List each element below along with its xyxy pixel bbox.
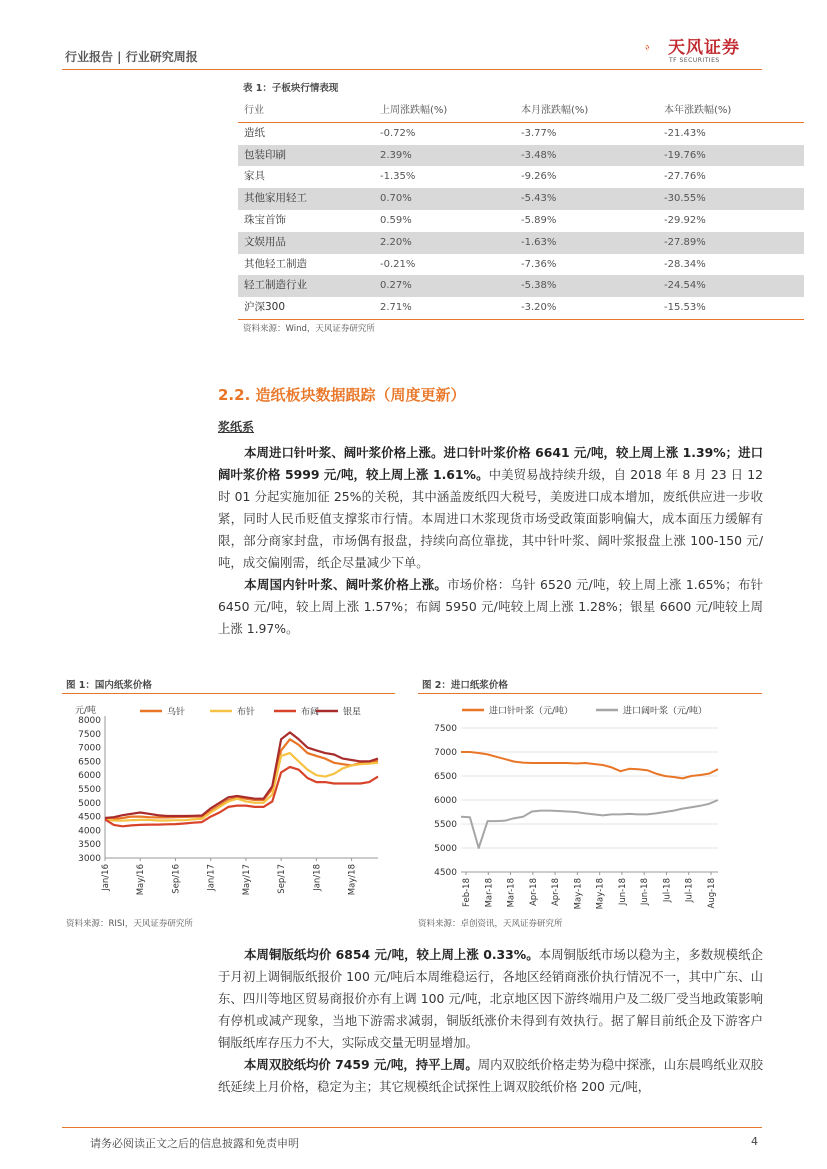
x-tick-label: Apr-18 <box>528 878 539 907</box>
y-tick-label: 4000 <box>78 826 101 837</box>
y-tick-label: 6500 <box>434 772 457 782</box>
paragraph-domestic-pulp <box>218 574 763 640</box>
y-axis-unit: 元/吨 <box>75 706 97 716</box>
paragraph-body: 本周铜版纸市场以稳为主，多数规模纸企于月初上调铜版纸报价 100 元/吨后本周维稳运行，各地区经销商涨价执行情况不一，其中广东、山东、四川等地区贸易商报价亦有上调 100 元/吨，北京地区因下游终端用户及二级厂受当地政策影响有停机或减产现象，当地下游需求减弱，铜版纸涨价未得到有效执行。据了解目前纸企及下游客户铜版纸库存压力不大，实际成交量无明显增加。 <box>218 947 763 1050</box>
legend-label: 进口阔叶浆（元/吨） <box>623 706 708 717</box>
col-header-week: 上周涨跌幅(%) <box>374 100 515 122</box>
table-cell-value: 0.70% <box>374 188 515 210</box>
x-tick-label: Mar-18 <box>506 878 517 908</box>
y-tick-label: 4500 <box>434 868 457 878</box>
table-row <box>238 122 804 144</box>
table-cell-value: -3.20% <box>515 297 658 319</box>
legend-label: 进口针叶浆（元/吨） <box>489 706 574 717</box>
table-row <box>238 210 804 232</box>
x-tick-label: May-18 <box>595 878 606 910</box>
table-cell-value: -21.43% <box>664 127 706 139</box>
import-pulp-price-chart <box>418 698 762 910</box>
figure-2-divider <box>418 693 762 694</box>
table-cell-value: -27.76% <box>664 171 706 183</box>
table-cell-industry: 文娱用品 <box>238 232 374 254</box>
y-tick-label: 5000 <box>434 844 457 854</box>
tf-logo-icon <box>645 28 669 68</box>
table-source: 资料来源：Wind，天风证券研究所 <box>243 324 375 334</box>
table-cell-value: 0.59% <box>380 214 412 226</box>
table-cell-value: -1.63% <box>515 232 658 254</box>
x-tick-label: May/18 <box>347 864 358 896</box>
paragraph-body: 周内双胶纸价格走势为稳中探涨，山东晨鸣纸业双胶纸延续上月价格，稳定为主；其它规模纸企试探性上调双胶纸价格 200 元/吨， <box>218 1057 764 1094</box>
y-tick-label: 6000 <box>434 796 457 806</box>
series-line-1 <box>461 752 718 778</box>
table-row <box>238 232 804 254</box>
y-tick-label: 7500 <box>78 729 101 740</box>
x-tick-label: Apr-18 <box>551 878 562 907</box>
y-tick-label: 6500 <box>78 757 101 768</box>
x-tick-label: Jan/16 <box>101 864 111 891</box>
figure-2-title: 图 2：进口纸浆价格 <box>422 680 508 691</box>
table-cell-value: 2.71% <box>374 297 515 319</box>
table-cell-value: -5.38% <box>515 275 658 297</box>
x-tick-label: May/17 <box>241 864 252 896</box>
x-tick-label: Jul-18 <box>684 878 695 903</box>
paragraph-lead: 本周双胶纸均价 7459 元/吨，持平上周。 <box>244 1057 478 1072</box>
paragraph-body: 市场价格：乌针 6520 元/吨，较上周上涨 1.65%；布针 6450 元/吨，较上周上涨 1.57%；布阔 5950 元/吨较上周上涨 1.28%；银星 6600 元/吨较上周上涨 1.97%。 <box>218 577 764 636</box>
x-tick-label: Mar-18 <box>484 878 495 908</box>
y-tick-label: 3000 <box>78 854 101 864</box>
table-caption: 表 1：子板块行情表现 <box>243 83 339 94</box>
col-header-industry: 行业 <box>238 100 374 122</box>
paragraph-body: 中美贸易战持续升级，自 2018 年 8 月 23 日 12 时 01 分起实施加征 25%的关税，其中涵盖废纸四大税号，美废进口成本增加，废纸供应进一步收紧，同时人民币贬值支撑浆市行情。本周进口木浆现货市场受政策面影响偏大，成本面压力缓解有限，部分商家封盘，市场偶有报盘，持续向高位靠拢，其中针叶浆、阔叶浆报盘上涨 100-150 元/吨，成交偏刚需，纸企尽量减少下单。 <box>218 467 763 570</box>
table-cell-value: -27.89% <box>658 232 804 254</box>
table-cell-value: -30.55% <box>658 188 804 210</box>
table-cell-industry: 造纸 <box>244 126 265 139</box>
table-cell-value: -15.53% <box>658 297 804 319</box>
y-tick-label: 8000 <box>78 716 101 726</box>
x-tick-label: Jun-18 <box>617 878 628 906</box>
footer-disclaimer: 请务必阅读正文之后的信息披露和免责申明 <box>90 1137 299 1150</box>
table-row <box>238 188 804 210</box>
col-header-month: 本月涨跌幅(%) <box>515 100 658 122</box>
table-header-row <box>238 100 804 122</box>
sector-performance-table <box>238 100 804 320</box>
paragraph-lead: 本周国内针叶浆、阔叶浆价格上涨。 <box>244 577 448 592</box>
table-cell-value: -0.21% <box>380 258 416 270</box>
report-type: 行业报告 | 行业研究周报 <box>65 50 198 64</box>
y-tick-label: 7500 <box>434 724 457 734</box>
y-tick-label: 7000 <box>78 743 101 754</box>
table-row <box>238 145 804 167</box>
x-tick-label: Aug-18 <box>707 878 717 909</box>
paragraph-import-pulp <box>218 442 763 574</box>
table-cell-value: -0.72% <box>380 127 416 139</box>
table-cell-value: -5.43% <box>515 188 658 210</box>
figure-1-source: 资料来源：RISI，天风证券研究所 <box>66 919 193 929</box>
table-cell-value: -7.36% <box>521 258 557 270</box>
table-cell-value: -5.89% <box>521 214 557 226</box>
figure-1-title: 图 1：国内纸浆价格 <box>66 680 152 691</box>
logo-subtitle: TF SECURITIES <box>669 57 720 64</box>
y-tick-label: 5500 <box>78 785 101 795</box>
table-cell-industry: 轻工制造行业 <box>238 275 374 297</box>
table-cell-value: -29.92% <box>664 214 706 226</box>
header-divider <box>62 69 762 70</box>
col-header-year: 本年涨跌幅(%) <box>658 100 804 122</box>
page-number: 4 <box>751 1135 758 1148</box>
y-tick-label: 3500 <box>78 840 101 851</box>
y-tick-label: 7000 <box>434 748 457 758</box>
y-tick-label: 4500 <box>78 812 101 823</box>
paragraph-offset-paper <box>218 1054 763 1098</box>
y-tick-label: 6000 <box>78 771 101 782</box>
table-cell-industry: 家具 <box>244 170 265 183</box>
paragraph-lead: 本周进口针叶浆、阔叶浆价格上涨。进口针叶浆价格 6641 元/吨，较上周上涨 1.39%；进口阔叶浆价格 5999 元/吨，较上周上涨 1.61%。 <box>218 445 763 482</box>
table-cell-value: 2.20% <box>374 232 515 254</box>
y-tick-label: 5500 <box>434 820 457 830</box>
table-cell-value: -24.54% <box>658 275 804 297</box>
table-cell-value: -19.76% <box>658 145 804 167</box>
x-tick-label: May-18 <box>573 878 584 910</box>
footer-divider <box>62 1127 762 1128</box>
x-tick-label: Jan/17 <box>206 864 217 891</box>
paragraph-coated-paper <box>218 944 763 1054</box>
x-tick-label: Jun-18 <box>640 878 651 906</box>
section-subtitle: 浆纸系 <box>218 420 255 434</box>
legend-label: 乌针 <box>167 707 186 718</box>
table-cell-industry: 其他家用轻工 <box>238 188 374 210</box>
logo-name: 天风证券 <box>668 38 740 58</box>
figure-2-source: 资料来源：卓创资讯，天风证券研究所 <box>418 919 563 929</box>
paragraph-lead: 本周铜版纸均价 6854 元/吨，较上周上涨 0.33%。 <box>244 947 539 962</box>
table-row <box>238 297 804 319</box>
x-tick-label: Jan/18 <box>312 864 323 891</box>
x-tick-label: Sep/17 <box>277 864 288 894</box>
table-row <box>238 166 804 188</box>
table-cell-industry: 珠宝首饰 <box>244 213 286 226</box>
table-cell-value: -9.26% <box>521 171 557 183</box>
table-cell-value: -3.77% <box>521 127 557 139</box>
x-tick-label: Feb-18 <box>462 878 472 907</box>
table-cell-value: 2.39% <box>374 145 515 167</box>
table-row <box>238 275 804 297</box>
series-line-1 <box>105 739 378 819</box>
figure-1-divider <box>62 693 395 694</box>
table-cell-value: 0.27% <box>374 275 515 297</box>
y-tick-label: 5000 <box>78 798 101 809</box>
x-tick-label: Sep/16 <box>171 864 182 894</box>
table-row <box>238 254 804 276</box>
table-cell-industry: 沪深300 <box>238 297 374 319</box>
section-title: 2.2. 造纸板块数据跟踪（周度更新） <box>218 386 466 404</box>
table-cell-value: -1.35% <box>380 171 416 183</box>
legend-label: 银星 <box>343 707 362 718</box>
legend-label: 布针 <box>237 707 256 718</box>
table-cell-value: -28.34% <box>664 258 706 270</box>
table-cell-industry: 其他轻工制造 <box>244 257 307 270</box>
domestic-pulp-price-chart <box>62 698 395 910</box>
legend-label: 布阔 <box>301 707 320 718</box>
x-tick-label: May/16 <box>136 864 147 896</box>
table-cell-industry: 包装印刷 <box>238 145 374 167</box>
table-cell-value: -3.48% <box>515 145 658 167</box>
x-tick-label: Jul-18 <box>662 878 673 903</box>
